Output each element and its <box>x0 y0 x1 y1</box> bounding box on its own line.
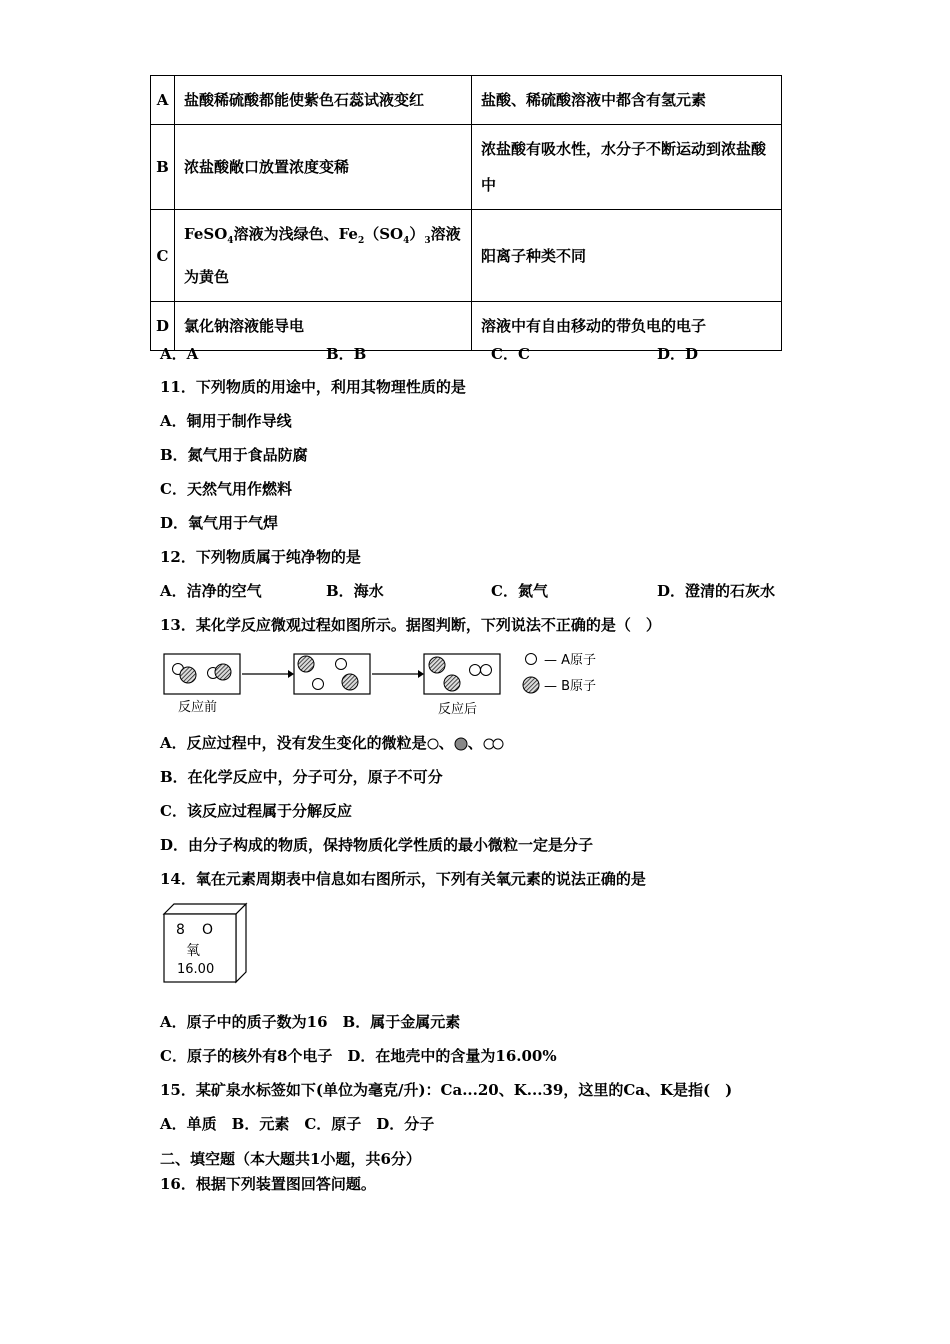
q12-option-a[interactable]: A．洁净的空气 <box>160 582 262 600</box>
row-label: C <box>151 210 175 302</box>
legend-a-circle <box>526 654 537 665</box>
table-row <box>151 76 782 125</box>
q13-option-d[interactable]: D．由分子构成的物质，保持物质化学性质的最小微粒一定是分子 <box>160 836 594 854</box>
legend-a-label: — A原子 <box>544 653 597 668</box>
q13-option-b[interactable]: B．在化学反应中，分子可分，原子不可分 <box>160 768 443 786</box>
row-explanation: 盐酸、稀硫酸溶液中都含有氢元素 <box>472 76 782 125</box>
middle-box <box>294 654 370 694</box>
q15-stem: 15．某矿泉水标签如下(单位为毫克/升)：Ca...20、K...39，这里的Ca、K是指( ) <box>160 1081 733 1099</box>
section-heading: 二、填空题（本大题共1小题，共6分） <box>160 1150 421 1168</box>
q10-option-d[interactable]: D．D <box>657 345 699 363</box>
row-label: D <box>151 302 175 351</box>
a-atom-symbol <box>427 738 439 750</box>
q11-option-d[interactable]: D．氧气用于气焊 <box>160 514 279 532</box>
q14-options-line2[interactable]: C．原子的核外有8个电子 D．在地壳中的含量为16.00% <box>160 1047 557 1065</box>
row-explanation: 溶液中有自由移动的带负电的电子 <box>472 302 782 351</box>
q15-options[interactable]: A．单质 B．元素 C．原子 D．分子 <box>160 1115 435 1133</box>
row-label: B <box>151 125 175 210</box>
row-fact: FeSO$_4$溶液为浅绿色、$Fe_2(SO_4)_3$溶液为黄色 <box>175 210 472 302</box>
q12-option-c[interactable]: C．氮气 <box>491 582 548 600</box>
row-fact: 盐酸稀硫酸都能使紫色石蕊试液变红 <box>175 76 472 125</box>
q13-option-c[interactable]: C．该反应过程属于分解反应 <box>160 802 352 820</box>
q10-option-c[interactable]: C．C <box>491 345 530 363</box>
q12-stem: 12．下列物质属于纯净物的是 <box>160 548 361 566</box>
a2-molecule-symbol <box>483 738 505 750</box>
arrow-2-head <box>418 670 424 678</box>
periodic-cell-figure <box>160 900 250 990</box>
row-explanation: 浓盐酸有吸水性，水分子不断运动到浓盐酸中 <box>472 125 782 210</box>
q14-options-line1[interactable]: A．原子中的质子数为16 B．属于金属元素 <box>160 1013 461 1031</box>
row-fact: 氯化钠溶液能导电 <box>175 302 472 351</box>
q11-stem: 11．下列物质的用途中，利用其物理性质的是 <box>160 378 466 396</box>
q11-option-a[interactable]: A．铜用于制作导线 <box>160 412 292 430</box>
q16-stem: 16．根据下列装置图回答问题。 <box>160 1175 376 1193</box>
before-box <box>164 654 240 694</box>
q14-stem: 14．氧在元素周期表中信息如右图所示，下列有关氧元素的说法正确的是 <box>160 870 646 888</box>
element-symbol: O <box>202 922 214 938</box>
reaction-diagram <box>160 645 640 720</box>
q10-option-a[interactable]: A．A <box>160 345 199 363</box>
q13-option-a[interactable]: A．反应过程中，没有发生变化的微粒是 、 、 <box>160 732 505 754</box>
q10-option-b[interactable]: B．B <box>326 345 367 363</box>
table-row <box>151 125 782 210</box>
before-label: 反应前 <box>178 700 218 715</box>
table-row <box>151 210 782 302</box>
q12-option-b[interactable]: B．海水 <box>326 582 384 600</box>
q10-table <box>150 75 782 351</box>
legend-b-circle <box>523 677 539 693</box>
q13-stem: 13．某化学反应微观过程如图所示。据图判断，下列说法不正确的是（ ） <box>160 616 661 634</box>
q11-option-b[interactable]: B．氮气用于食品防腐 <box>160 446 308 464</box>
b-atom-symbol <box>454 737 468 751</box>
after-box <box>424 654 500 694</box>
row-explanation: 阳离子种类不同 <box>472 210 782 302</box>
after-label: 反应后 <box>438 702 478 717</box>
q12-option-d[interactable]: D．澄清的石灰水 <box>657 582 776 600</box>
row-fact: 浓盐酸敞口放置浓度变稀 <box>175 125 472 210</box>
legend-b-label: — B原子 <box>544 679 597 694</box>
atomic-number: 8 <box>176 922 185 938</box>
arrow-1-head <box>288 670 294 678</box>
q11-option-c[interactable]: C．天然气用作燃料 <box>160 480 292 498</box>
atomic-mass: 16.00 <box>177 962 215 977</box>
row-label: A <box>151 76 175 125</box>
element-name: 氧 <box>186 943 200 959</box>
